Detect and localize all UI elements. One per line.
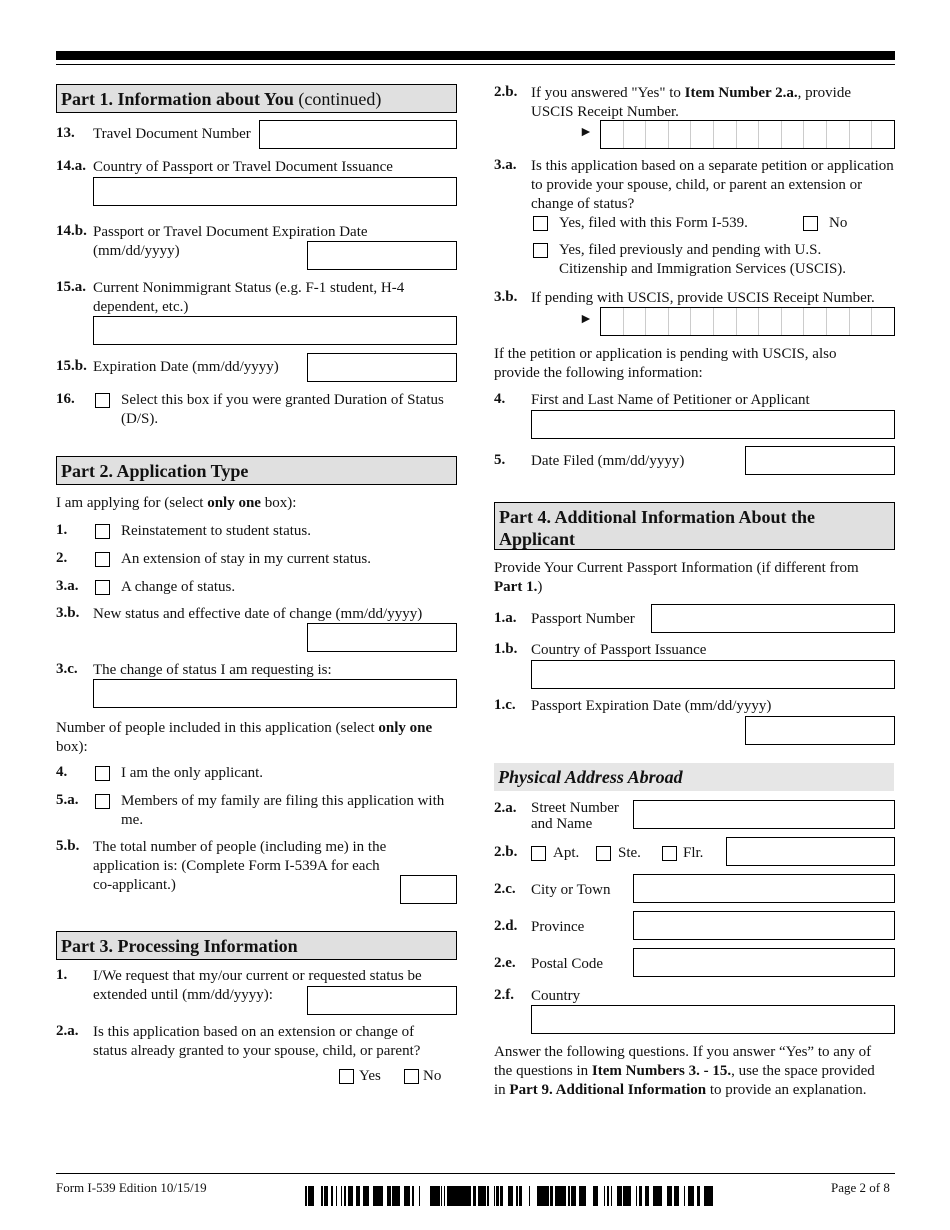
answer-instructions-line1: Answer the following questions. If you answer “Yes” to any of	[494, 1044, 872, 1060]
q15b-number: 15.b.	[56, 358, 87, 374]
part4-intro-line2: Part 1.)	[494, 579, 543, 595]
p3-q1-label-line2: extended until (mm/dd/yyyy):	[93, 987, 273, 1003]
p3-q2b-number: 2.b.	[494, 84, 518, 100]
p2-q3a-number: 3.a.	[56, 578, 79, 594]
apt-label: Apt.	[553, 845, 580, 861]
filed-previously-label-line1: Yes, filed previously and pending with U.S.	[559, 242, 822, 258]
q14b-label-line2: (mm/dd/yyyy)	[93, 243, 180, 259]
p3-q4-label: First and Last Name of Petitioner or Applicant	[531, 392, 810, 408]
p2-q2-label: An extension of stay in my current status.	[121, 551, 371, 567]
p2-q5a-number: 5.a.	[56, 792, 79, 808]
province-input[interactable]	[633, 911, 895, 940]
granted-yes-label: Yes	[359, 1068, 381, 1084]
p3-q3a-label-line3: change of status?	[531, 196, 635, 212]
pending-info-line2: provide the following information:	[494, 365, 703, 381]
filed-previously-checkbox[interactable]	[533, 243, 548, 258]
p3-q1-number: 1.	[56, 967, 68, 983]
country-label: Country	[531, 988, 581, 1004]
granted-yes-checkbox[interactable]	[339, 1069, 354, 1084]
p2-q4-number: 4.	[56, 764, 68, 780]
barcode-icon	[305, 1186, 713, 1206]
change-of-status-checkbox[interactable]	[95, 580, 110, 595]
p3-q3b-number: 3.b.	[494, 289, 518, 305]
q16-number: 16.	[56, 391, 75, 407]
p3-q2a-label-line2: status already granted to your spouse, child, or parent?	[93, 1043, 421, 1059]
p2-q1-number: 1.	[56, 522, 68, 538]
p2-q5a-label-line2: me.	[121, 812, 144, 828]
filed-previously-label-line2: Citizenship and Immigration Services (USCIS).	[559, 261, 847, 277]
p2-q1-label: Reinstatement to student status.	[121, 523, 311, 539]
only-applicant-checkbox[interactable]	[95, 766, 110, 781]
part1-header: Part 1. Information about You (continued)	[56, 84, 457, 113]
q14b-label-line1: Passport or Travel Document Expiration Date	[93, 224, 368, 240]
people-count-intro-line2: box):	[56, 739, 88, 755]
p4-q2b-number: 2.b.	[494, 844, 518, 860]
granted-no-label: No	[423, 1068, 442, 1084]
duration-of-status-checkbox[interactable]	[95, 393, 110, 408]
ste-checkbox[interactable]	[596, 846, 611, 861]
physical-address-header: Physical Address Abroad	[494, 763, 894, 791]
p4-q1a-label: Passport Number	[531, 611, 635, 627]
p3-q3b-label: If pending with USCIS, provide USCIS Receipt Number.	[531, 290, 875, 306]
q14a-label: Country of Passport or Travel Document Issuance	[93, 159, 393, 175]
ste-label: Ste.	[618, 845, 641, 861]
province-label: Province	[531, 919, 585, 935]
nonimmigrant-status-input[interactable]	[93, 316, 457, 345]
page-number: Page 2 of 8	[831, 1180, 890, 1195]
arrow-right-icon: ►	[579, 125, 593, 140]
extension-of-stay-checkbox[interactable]	[95, 552, 110, 567]
passport-country-input[interactable]	[531, 660, 895, 689]
part4-header: Part 4. Additional Information About the Applicant	[494, 502, 895, 550]
q14a-number: 14.a.	[56, 158, 86, 174]
reinstatement-checkbox[interactable]	[95, 524, 110, 539]
separate-petition-no-checkbox[interactable]	[803, 216, 818, 231]
answer-instructions-line2: the questions in Item Numbers 3. - 15., use the space provided	[494, 1063, 875, 1079]
top-thin-rule	[56, 64, 895, 65]
flr-checkbox[interactable]	[662, 846, 677, 861]
postal-code-input[interactable]	[633, 948, 895, 977]
p4-q2d-number: 2.d.	[494, 918, 518, 934]
q15b-label: Expiration Date (mm/dd/yyyy)	[93, 359, 279, 375]
q15a-number: 15.a.	[56, 279, 86, 295]
part4-intro-line1: Provide Your Current Passport Information (if different from	[494, 560, 859, 576]
arrow-right-icon: ►	[579, 312, 593, 327]
q16-label-line2: (D/S).	[121, 411, 159, 427]
p2-q3c-number: 3.c.	[56, 661, 78, 677]
postal-code-label: Postal Code	[531, 956, 604, 972]
separate-petition-no-label: No	[829, 215, 848, 231]
travel-document-number-input[interactable]	[259, 120, 457, 149]
street-input[interactable]	[633, 800, 895, 829]
p2-q3b-number: 3.b.	[56, 605, 80, 621]
q16-label-line1: Select this box if you were granted Duration of Status	[121, 392, 444, 408]
p3-q1-label-line1: I/We request that my/our current or requested status be	[93, 968, 422, 984]
p3-q2a-number: 2.a.	[56, 1023, 79, 1039]
p2-q4-label: I am the only applicant.	[121, 765, 264, 781]
p4-q2a-number: 2.a.	[494, 800, 517, 816]
answer-instructions-line3: in Part 9. Additional Information to provide an explanation.	[494, 1082, 867, 1098]
p2-q3c-label: The change of status I am requesting is:	[93, 662, 332, 678]
passport-expiration-input[interactable]	[745, 716, 895, 745]
p4-q1a-number: 1.a.	[494, 610, 517, 626]
total-people-input[interactable]	[400, 875, 457, 904]
p2-q3a-label: A change of status.	[121, 579, 236, 595]
granted-no-checkbox[interactable]	[404, 1069, 419, 1084]
status-expiration-date-input[interactable]	[307, 353, 457, 382]
petitioner-name-input[interactable]	[531, 410, 895, 439]
p3-q4-number: 4.	[494, 391, 506, 407]
p4-q2c-number: 2.c.	[494, 881, 516, 897]
date-filed-input[interactable]	[745, 446, 895, 475]
people-count-intro: Number of people included in this application (select only one	[56, 720, 433, 736]
p3-q3a-label-line2: to provide your spouse, child, or parent an extension or	[531, 177, 863, 193]
travel-document-expiration-input[interactable]	[307, 241, 457, 270]
q14b-number: 14.b.	[56, 223, 87, 239]
top-rule	[56, 51, 895, 60]
p4-q2f-number: 2.f.	[494, 987, 514, 1003]
passport-issuance-country-input[interactable]	[93, 177, 457, 206]
footer-rule	[56, 1173, 895, 1174]
p4-q1b-label: Country of Passport Issuance	[531, 642, 707, 658]
pending-info-line1: If the petition or application is pending with USCIS, also	[494, 346, 837, 362]
new-status-date-input[interactable]	[307, 623, 457, 652]
country-input[interactable]	[531, 1005, 895, 1034]
form-edition: Form I-539 Edition 10/15/19	[56, 1180, 207, 1195]
p2-q2-number: 2.	[56, 550, 68, 566]
filed-with-i539-checkbox[interactable]	[533, 216, 548, 231]
part3-header: Part 3. Processing Information	[56, 931, 457, 960]
p3-q3a-label-line1: Is this application based on a separate petition or application	[531, 158, 894, 174]
p4-q1b-number: 1.b.	[494, 641, 518, 657]
city-label: City or Town	[531, 882, 611, 898]
unit-number-input[interactable]	[726, 837, 895, 866]
q15a-label-line2: dependent, etc.)	[93, 299, 189, 315]
p3-q3a-number: 3.a.	[494, 157, 517, 173]
extension-until-date-input[interactable]	[307, 986, 457, 1015]
p2-q5b-label-line1: The total number of people (including me) in the	[93, 839, 387, 855]
p3-q2b-label-line2: USCIS Receipt Number.	[531, 104, 679, 120]
q15a-label-line1: Current Nonimmigrant Status (e.g. F-1 student, H-4	[93, 280, 405, 296]
street-label: Street Number and Name	[531, 800, 619, 832]
p4-q1c-label: Passport Expiration Date (mm/dd/yyyy)	[531, 698, 772, 714]
flr-label: Flr.	[683, 845, 704, 861]
p3-q5-label: Date Filed (mm/dd/yyyy)	[531, 453, 685, 469]
family-members-checkbox[interactable]	[95, 794, 110, 809]
q13-number: 13.	[56, 125, 75, 141]
p2-q5a-label-line1: Members of my family are filing this application with	[121, 793, 445, 809]
p2-q5b-label-line2: application is: (Complete Form I-539A for each	[93, 858, 380, 874]
p4-q2e-number: 2.e.	[494, 955, 516, 971]
passport-number-input[interactable]	[651, 604, 895, 633]
part2-header: Part 2. Application Type	[56, 456, 457, 485]
receipt-number-input-2b[interactable]	[600, 120, 895, 149]
part2-intro: I am applying for (select only one box):	[56, 495, 297, 511]
p2-q5b-label-line3: co-applicant.)	[93, 877, 176, 893]
p3-q2b-label-line1: If you answered "Yes" to Item Number 2.a., provide	[531, 85, 851, 101]
p2-q3b-label: New status and effective date of change (mm/dd/yyyy)	[93, 606, 423, 622]
p2-q5b-number: 5.b.	[56, 838, 80, 854]
p4-q1c-number: 1.c.	[494, 697, 516, 713]
p3-q5-number: 5.	[494, 452, 506, 468]
city-input[interactable]	[633, 874, 895, 903]
p3-q2a-label-line1: Is this application based on an extension or change of	[93, 1024, 415, 1040]
filed-with-i539-label: Yes, filed with this Form I-539.	[559, 215, 748, 231]
q13-label: Travel Document Number	[93, 126, 251, 142]
requested-status-input[interactable]	[93, 679, 457, 708]
receipt-number-input-3b[interactable]	[600, 307, 895, 336]
apt-checkbox[interactable]	[531, 846, 546, 861]
